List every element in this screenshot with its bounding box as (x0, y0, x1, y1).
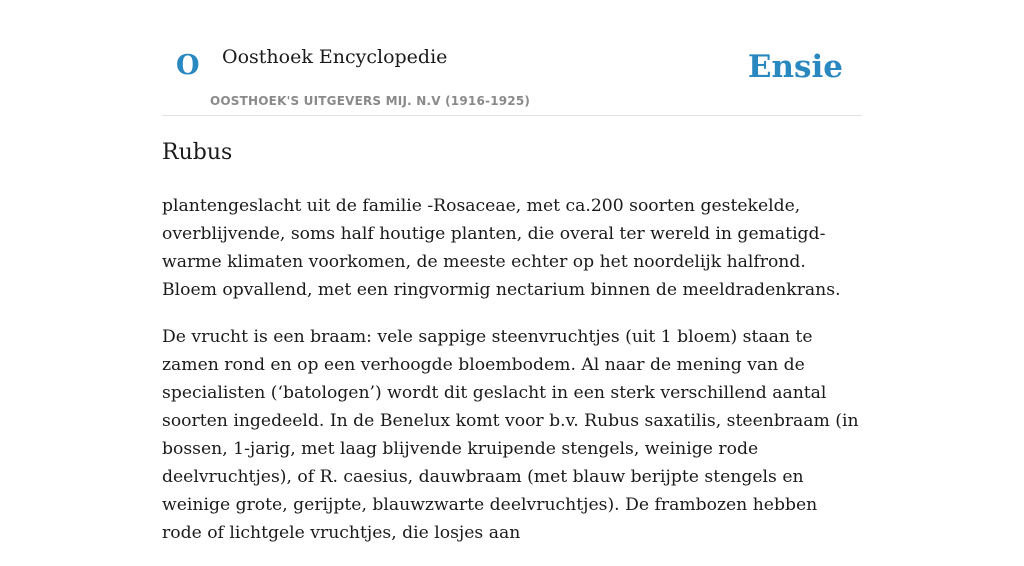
site-logo[interactable]: O (176, 50, 200, 81)
entry-title: Rubus (162, 140, 233, 165)
site-subtitle: OOSTHOEK'S UITGEVERS MIJ. N.V (1916-1925) (210, 94, 531, 108)
entry-body (162, 192, 862, 566)
entry-paragraph: De vrucht is een braam: vele sappige steenvruchtjes (uit 1 bloem) staan te zamen rond en op een verhoogde bloembodem. Al naar de mening van de specialisten (‘batologen’) wordt dit geslacht in een sterk verschillend aantal soorten ingedeeld. In de Benelux komt voor b.v. Rubus saxatilis, steenbraam (in bossen, 1-jarig, met laag blijvende kruipende stengels, weinige rode deelvruchtjes), of R. caesius, dauwbraam (met blauw berijpte stengels en weinige grote, gerijpte, blauwzwarte deelvruchtjes). De frambozen hebben rode of lichtgele vruchtjes, die losjes aan (162, 327, 859, 543)
brand-logo[interactable]: Ensie (747, 49, 843, 85)
site-header (162, 40, 862, 116)
site-title[interactable]: Oosthoek Encyclopedie (222, 46, 448, 68)
entry-paragraph: plantengeslacht uit de familie -Rosaceae, met ca.200 soorten gestekelde, overblijvende, soms half houtige planten, die overal ter wereld in gematigd-warme klimaten voorkomen, de meeste echter op het noordelijk halfrond. Bloem opvallend, met een ringvormig nectarium binnen de meeldradenkrans. (162, 196, 841, 300)
